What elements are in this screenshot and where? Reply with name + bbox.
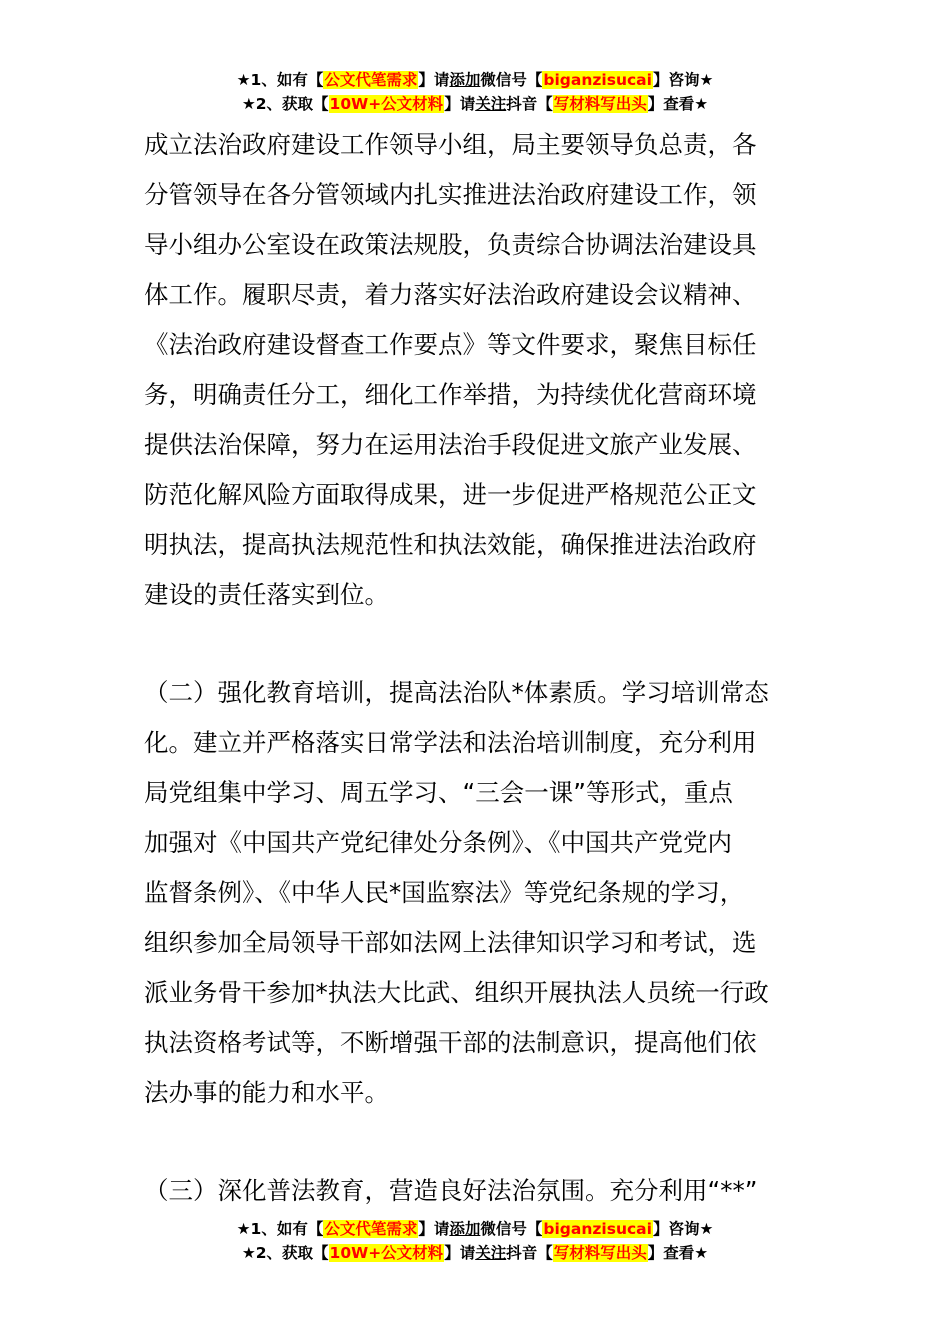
banner-text: ★2、获取【 bbox=[241, 95, 329, 113]
text-line: 化。建立并严格落实日常学法和法治培训制度，充分利用 bbox=[144, 728, 757, 757]
text-line: 加强对《中国共产党纪律处分条例》、《中国共产党党内 bbox=[144, 828, 732, 857]
text-line: 《法治政府建设督查工作要点》等文件要求，聚焦目标任 bbox=[144, 330, 757, 359]
text-line: 提供法治保障，努力在运用法治手段促进文旅产业发展、 bbox=[144, 430, 757, 459]
banner-text: ★1、如有【 bbox=[236, 1220, 324, 1238]
banner-text: 】请 bbox=[444, 95, 476, 113]
banner-line-2 bbox=[0, 92, 950, 116]
text-line: 法办事的能力和水平。 bbox=[144, 1078, 389, 1107]
banner-text: 】咨询★ bbox=[652, 1220, 714, 1238]
banner-highlight: 10W+公文材料 bbox=[329, 1244, 444, 1262]
paragraph-2 bbox=[144, 668, 834, 1118]
text-line: 执法资格考试等，不断增强干部的法制意识，提高他们依 bbox=[144, 1028, 757, 1057]
text-line: （二）强化教育培训，提高法治队*体素质。学习培训常态 bbox=[144, 678, 769, 707]
banner-underline: 添加 bbox=[449, 1220, 481, 1238]
text-line: 务，明确责任分工，细化工作举措，为持续优化营商环境 bbox=[144, 380, 757, 409]
text-line: 监督条例》、《中华人民*国监察法》等党纪条规的学习， bbox=[144, 878, 745, 907]
text-line: （三）深化普法教育，营造良好法治氛围。充分利用“**” bbox=[144, 1176, 758, 1205]
text-line: 导小组办公室设在政策法规股，负责综合协调法治建设具 bbox=[144, 230, 757, 259]
banner-underline: 关注 bbox=[475, 1244, 507, 1262]
banner-underline: 关注 bbox=[475, 95, 507, 113]
banner-text: 微信号【 bbox=[480, 1220, 543, 1238]
banner-text: 】请 bbox=[418, 1220, 450, 1238]
banner-highlight: biganzisucai bbox=[543, 1220, 652, 1238]
banner-text: 抖音【 bbox=[506, 1244, 553, 1262]
banner-text: 抖音【 bbox=[506, 95, 553, 113]
paragraph-3 bbox=[144, 1166, 834, 1216]
banner-line-2 bbox=[0, 1241, 950, 1265]
text-line: 局党组集中学习、周五学习、“三会一课”等形式，重点 bbox=[144, 778, 733, 807]
paragraph-1 bbox=[144, 120, 834, 620]
text-line: 体工作。履职尽责，着力落实好法治政府建设会议精神、 bbox=[144, 280, 757, 309]
banner-text: 】请 bbox=[418, 71, 450, 89]
banner-underline: 添加 bbox=[449, 71, 481, 89]
banner-highlight: 10W+公文材料 bbox=[329, 95, 444, 113]
banner-highlight: biganzisucai bbox=[543, 71, 652, 89]
banner-text: 】查看★ bbox=[647, 95, 709, 113]
text-line: 成立法治政府建设工作领导小组，局主要领导负总责，各 bbox=[144, 130, 757, 159]
banner-text: 】咨询★ bbox=[652, 71, 714, 89]
banner-highlight: 公文代笔需求 bbox=[324, 71, 418, 89]
banner-highlight: 写材料写出头 bbox=[553, 1244, 647, 1262]
text-line: 防范化解风险方面取得成果，进一步促进严格规范公正文 bbox=[144, 480, 757, 509]
banner-text: ★2、获取【 bbox=[241, 1244, 329, 1262]
banner-text: 】请 bbox=[444, 1244, 476, 1262]
text-line: 明执法，提高执法规范性和执法效能，确保推进法治政府 bbox=[144, 530, 757, 559]
banner-highlight: 公文代笔需求 bbox=[324, 1220, 418, 1238]
text-line: 分管领导在各分管领域内扎实推进法治政府建设工作，领 bbox=[144, 180, 757, 209]
banner-line-1 bbox=[0, 68, 950, 92]
banner-line-1 bbox=[0, 1217, 950, 1241]
text-line: 派业务骨干参加*执法大比武、组织开展执法人员统一行政 bbox=[144, 978, 769, 1007]
text-line: 组织参加全局领导干部如法网上法律知识学习和考试，选 bbox=[144, 928, 757, 957]
footer-banner bbox=[0, 1217, 950, 1265]
banner-text: 微信号【 bbox=[480, 71, 543, 89]
text-line: 建设的责任落实到位。 bbox=[144, 580, 389, 609]
banner-highlight: 写材料写出头 bbox=[553, 95, 647, 113]
header-banner bbox=[0, 68, 950, 116]
banner-text: 】查看★ bbox=[647, 1244, 709, 1262]
banner-text: ★1、如有【 bbox=[236, 71, 324, 89]
